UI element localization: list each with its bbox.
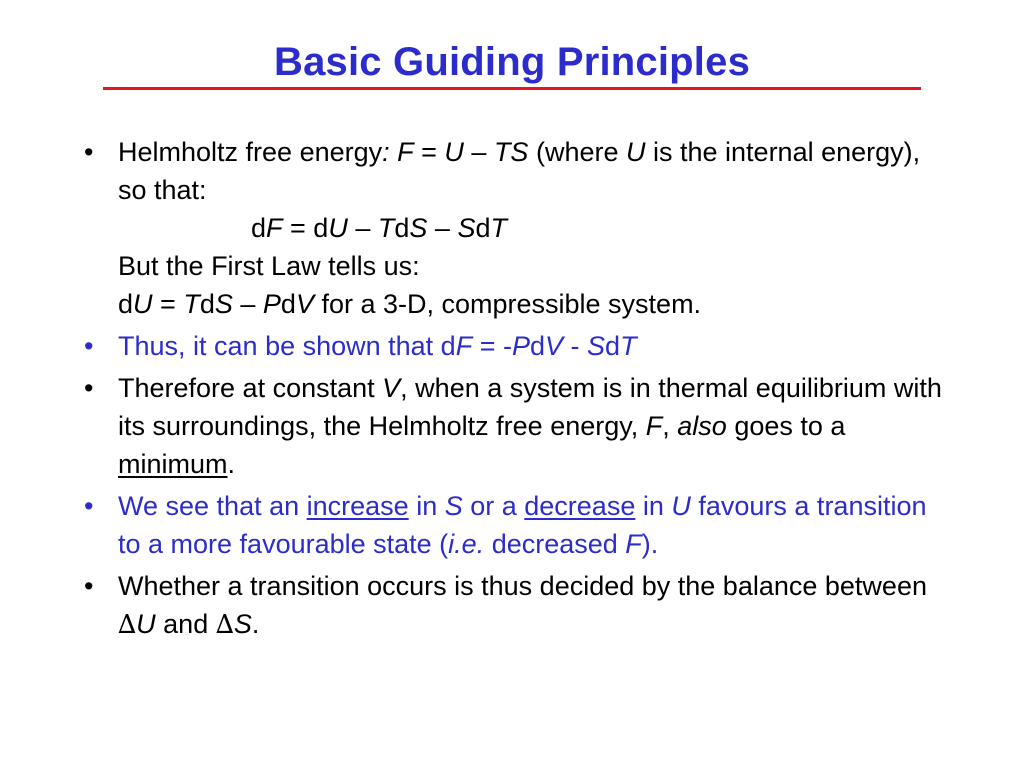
slide-title: Basic Guiding Principles	[273, 40, 751, 84]
bullet-text: Thus, it can be shown that dF = -PdV - SdT	[118, 331, 637, 361]
equation-dU: dU = TdS – PdV for a 3-D, compressible system.	[118, 289, 702, 319]
bullet-text: We see that an increase in S or a decrease in U favours a transition to a more favourable state (i.e. decreased F).	[118, 491, 927, 559]
equation-dF: dF = dU – TdS – SdT	[251, 213, 507, 243]
bullet-constant-v	[84, 369, 944, 483]
bullet-thus	[84, 327, 944, 365]
title-underline-rule	[103, 87, 921, 90]
bullet-marker: •	[84, 571, 94, 601]
bullet-marker: •	[84, 331, 94, 361]
delta-symbol: ∆	[215, 610, 234, 640]
bullet-marker: •	[84, 491, 94, 521]
bullet-marker: •	[84, 137, 94, 167]
first-law-text: But the First Law tells us:	[118, 251, 420, 281]
bullet-whether	[84, 567, 944, 644]
bullet-text: Helmholtz free energy: F = U – TS (where U is the internal energy), so that:	[118, 137, 921, 205]
bullet-helmholtz	[84, 133, 944, 209]
bullet-marker: •	[84, 373, 94, 403]
bullet-text: Therefore at constant V, when a system is in thermal equilibrium with its surroundings, the Helmholtz free energy, F, also goes to a minimum.	[118, 373, 942, 479]
bullet-text: Whether a transition occurs is thus decided by the balance between ∆U and ∆S.	[118, 571, 927, 640]
slide-body	[84, 133, 944, 644]
bullet-we-see	[84, 487, 944, 563]
delta-symbol: ∆	[118, 610, 137, 640]
